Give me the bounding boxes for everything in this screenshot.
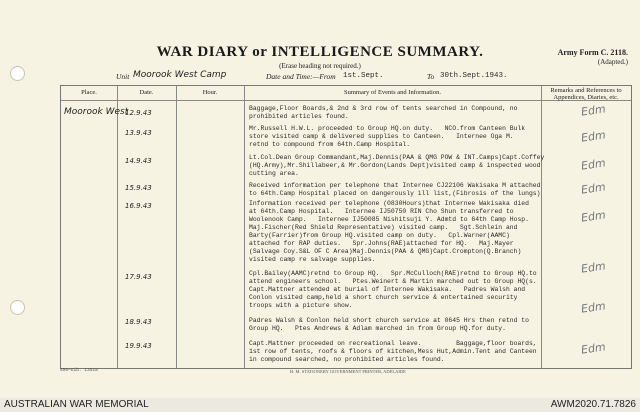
- form-label: Army Form C. 2118.: [557, 48, 628, 57]
- printer-imprint: H. M. STATIONERY GOVERNMENT PRINTER, ADELAIDE: [290, 369, 406, 374]
- entry-text: Baggage,Floor Boards,& 2nd & 3rd row of tents searched in Compound, no prohibited articles found.: [249, 105, 518, 120]
- diary-table: [60, 85, 632, 369]
- initials-signature: Edm: [580, 180, 607, 197]
- col-place: Place.: [81, 89, 97, 96]
- page-subtitle: (Erase heading not required.): [279, 62, 361, 70]
- entry-date: 19.9.43: [125, 342, 152, 350]
- date-to: 30th.Sept.1943.: [440, 72, 508, 80]
- form-id: [558, 48, 628, 67]
- print-code: S96—Gib. 13518: [60, 368, 98, 373]
- col-date: Date.: [139, 89, 154, 96]
- form-note: (Adapted.): [597, 58, 628, 66]
- entry-text: Padres Walsh & Conlon held short church service at 0645 Hrs then retnd to Group HQ. Ptes Andrews & Adlam marched in from Group HQ.for duty.: [249, 317, 529, 332]
- entry-date: 13.9.43: [125, 129, 152, 137]
- page-title: WAR DIARY or INTELLIGENCE SUMMARY.: [156, 44, 484, 60]
- initials-signature: Edm: [580, 128, 607, 145]
- date-label: Date and Time:—From: [266, 72, 336, 81]
- initials-signature: Edm: [580, 259, 607, 276]
- entry-text: Cpl.Bailey(AAMC)retnd to Group HQ. Spr.McCulloch(RAE)retnd to Group HQ.to attend engineers school. Ptes.Weinert & Martin marched out to Group HQ(s. Capt.Mattner attended at burial of Internee Wakisaka. Padres Walsh and Conlon visited camp,held a short church service & entertained security troops with a picture show.: [249, 270, 537, 309]
- punch-hole: [10, 300, 25, 315]
- caption-accession: AWM2020.71.7826: [550, 399, 636, 410]
- col-hour: Hour.: [202, 89, 218, 96]
- entry-date: 17.9.43: [125, 273, 152, 281]
- date-from: 1st.Sept.: [343, 72, 384, 80]
- initials-signature: Edm: [580, 156, 607, 173]
- initials-signature: Edm: [580, 208, 607, 225]
- initials-signature: Edm: [580, 299, 607, 316]
- entry-date: 14.9.43: [125, 157, 152, 165]
- entry-text: Lt.Col.Dean Group Commandant,Maj.Dennis(PAA & QMG POW & INT.Camps)Capt.Coffey (HQ.Army),Mr.Shillabeer,& Mr.Gordon(Lands Dept)visited camp & inspected wood cutting area.: [249, 154, 545, 177]
- date-to-label: To: [427, 72, 435, 81]
- entry-date: 16.9.43: [125, 202, 152, 210]
- unit-value: Moorook West Camp: [133, 70, 227, 80]
- col-remarks: Remarks and References to Appendices, Diaries, etc.: [550, 87, 622, 101]
- caption-institution: AUSTRALIAN WAR MEMORIAL: [4, 399, 149, 410]
- entry-date: 15.9.43: [125, 184, 152, 192]
- initials-signature: Edm: [580, 102, 607, 119]
- archive-caption: [0, 398, 640, 412]
- entry-text: Received information per telephone that Internee CJ22106 Wakisaka M attached to 64th.Camp Hospital placed on dangerously ill list,(Fibrosis of the lungs): [249, 182, 541, 197]
- col-summary: Summary of Events and Information.: [344, 89, 441, 96]
- entry-date: 12.9.43: [125, 109, 152, 117]
- initials-signature: Edm: [580, 340, 607, 357]
- entry-text: Mr.Russell H.W.L. proceeded to Group HQ.on duty. NCO.from Canteen Bulk store visited camp & delivered supplies to Canteen. Internee Oga M. retnd to compound from 64th.Camp Hospital.: [249, 125, 526, 148]
- entry-date: 18.9.43: [125, 318, 152, 326]
- entry-text: Capt.Mattner proceeded on recreational leave. Baggage,floor boards, 1st row of tents, roofs & floors of kitchen,Mess Hut,Admin.Tent and Canteen in compound searched, no prohibited articles found.: [249, 340, 537, 363]
- entry-text: Information received per telephone (0830Hours)that Internee Wakisaka died at 64th.Camp Hospital. Internee IJ50750 RIN Cho Shun transferred to Woolenook Camp. Internee IJ50085 Nishitsuji Y. Admtd to 64th Camp Hosp. Maj.Fischer(Red Shield Representative) visited camp. Sgt.Schlein and Barty(Farrier)from Group HQ.visited camp on duty. Cpl.Warner(AAMC) attached for RAP duties. Spr.Johns(RAE)attached for HQ. Maj.Mayer (Salvage Coy.S&L OF C Area)Maj.Dennis(PAA & QMG)Capt.Crompton(Q.Branch) visited camp re salvage supplies.: [249, 200, 529, 263]
- unit-label: Unit: [116, 72, 130, 81]
- place-value: Moorook West: [64, 107, 129, 117]
